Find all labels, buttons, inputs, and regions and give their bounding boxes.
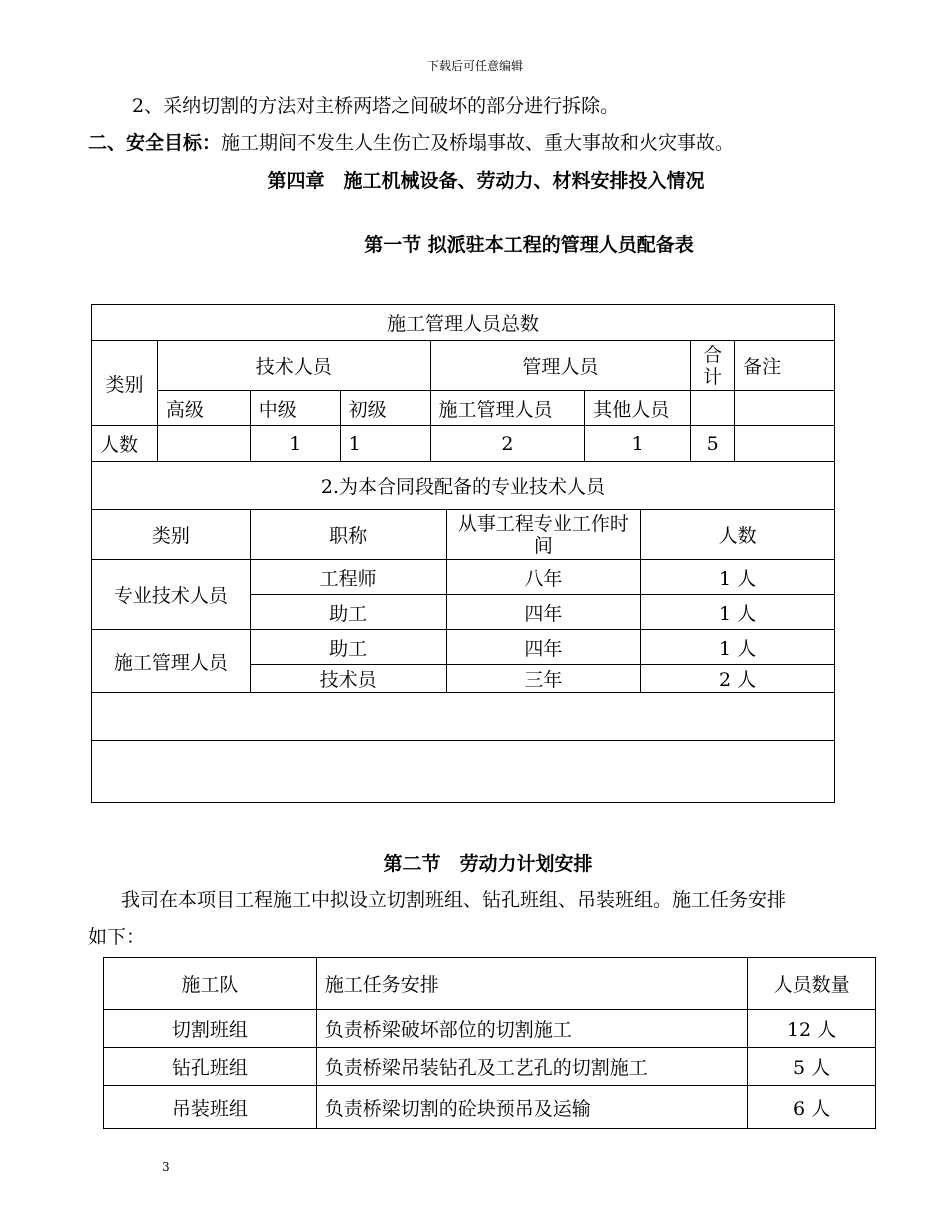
page-number: 3 bbox=[162, 1160, 170, 1174]
cell-years: 四年 bbox=[446, 630, 641, 665]
safety-goal bbox=[88, 128, 734, 155]
th-team: 施工队 bbox=[104, 958, 317, 1010]
th-category: 类别 bbox=[92, 510, 251, 560]
labor-table bbox=[103, 957, 876, 1129]
cell-title: 助工 bbox=[250, 595, 446, 630]
header-mid: 中级 bbox=[250, 391, 340, 426]
chapter-title: 第四章 施工机械设备、劳动力、材料安排投入情况 bbox=[267, 170, 705, 192]
cell-construct: 2 bbox=[430, 426, 585, 462]
safety-label: 二、安全目标： bbox=[88, 132, 222, 154]
section1-title: 第一节 拟派驻本工程的管理人员配备表 bbox=[364, 234, 694, 256]
header-junior: 初级 bbox=[340, 391, 430, 426]
cell-task: 负责桥梁切割的砼块预吊及运输 bbox=[316, 1086, 747, 1129]
header-other: 其他人员 bbox=[585, 391, 691, 426]
table-row-empty bbox=[92, 741, 835, 803]
cell-mid: 1 bbox=[250, 426, 340, 462]
header-empty-total bbox=[691, 391, 735, 426]
group-name: 专业技术人员 bbox=[92, 560, 251, 630]
cell-task: 负责桥梁破坏部位的切割施工 bbox=[316, 1010, 747, 1048]
cell-title: 技术员 bbox=[250, 665, 446, 693]
cell-count: 12 人 bbox=[748, 1010, 876, 1048]
cell-title: 助工 bbox=[250, 630, 446, 665]
staff-summary-table bbox=[91, 304, 835, 510]
header-senior: 高级 bbox=[157, 391, 250, 426]
table1-subtitle: 2.为本合同段配备的专业技术人员 bbox=[92, 462, 835, 510]
header-total: 合计 bbox=[691, 341, 735, 391]
group-name: 施工管理人员 bbox=[92, 630, 251, 693]
cell-count: 6 人 bbox=[748, 1086, 876, 1129]
empty-cell bbox=[92, 741, 835, 803]
cell-count: 1 人 bbox=[641, 630, 835, 665]
cell-remark bbox=[735, 426, 835, 462]
cell-other: 1 bbox=[585, 426, 691, 462]
cell-years: 八年 bbox=[446, 560, 641, 595]
table-row bbox=[92, 560, 835, 595]
table1-title: 施工管理人员总数 bbox=[92, 305, 835, 341]
tech-staff-table bbox=[91, 509, 835, 803]
th-title: 职称 bbox=[250, 510, 446, 560]
cell-junior: 1 bbox=[340, 426, 430, 462]
header-remark: 备注 bbox=[735, 341, 835, 391]
header-mgmt: 管理人员 bbox=[430, 341, 691, 391]
th-count: 人员数量 bbox=[748, 958, 876, 1010]
empty-cell bbox=[92, 693, 835, 741]
header-tech: 技术人员 bbox=[157, 341, 430, 391]
table-row bbox=[104, 1086, 876, 1129]
cell-count: 1 人 bbox=[641, 560, 835, 595]
th-task: 施工任务安排 bbox=[316, 958, 747, 1010]
cell-team: 钻孔班组 bbox=[104, 1048, 317, 1086]
table-row bbox=[92, 630, 835, 665]
cell-task: 负责桥梁吊装钻孔及工艺孔的切割施工 bbox=[316, 1048, 747, 1086]
cell-years: 四年 bbox=[446, 595, 641, 630]
cell-team: 吊装班组 bbox=[104, 1086, 317, 1129]
header-construct-mgmt: 施工管理人员 bbox=[430, 391, 585, 426]
table-row bbox=[104, 1010, 876, 1048]
cell-years: 三年 bbox=[446, 665, 641, 693]
cell-count: 1 人 bbox=[641, 595, 835, 630]
cell-title: 工程师 bbox=[250, 560, 446, 595]
table-row bbox=[104, 1048, 876, 1086]
cell-team: 切割班组 bbox=[104, 1010, 317, 1048]
cell-count: 2 人 bbox=[641, 665, 835, 693]
cell-total: 5 bbox=[691, 426, 735, 462]
th-years: 从事工程专业工作时间 bbox=[446, 510, 641, 560]
header-category: 类别 bbox=[92, 341, 158, 426]
paragraph-method: 2、采纳切割的方法对主桥两塔之间破坏的部分进行拆除。 bbox=[132, 95, 620, 117]
safety-text: 施工期间不发生人生伤亡及桥塌事故、重大事故和火灾事故。 bbox=[221, 132, 735, 154]
table-row-empty bbox=[92, 693, 835, 741]
paragraph-teams-line2: 如下： bbox=[88, 926, 146, 948]
paragraph-teams-line1: 我司在本项目工程施工中拟设立切割班组、钻孔班组、吊装班组。施工任务安排 bbox=[121, 889, 787, 911]
cell-count: 5 人 bbox=[748, 1048, 876, 1086]
row-count-label: 人数 bbox=[92, 426, 158, 462]
cell-senior bbox=[157, 426, 250, 462]
header-empty-remark bbox=[735, 391, 835, 426]
th-count: 人数 bbox=[641, 510, 835, 560]
section2-title: 第二节 劳动力计划安排 bbox=[383, 853, 593, 875]
page-header: 下载后可任意编辑 bbox=[426, 59, 523, 73]
